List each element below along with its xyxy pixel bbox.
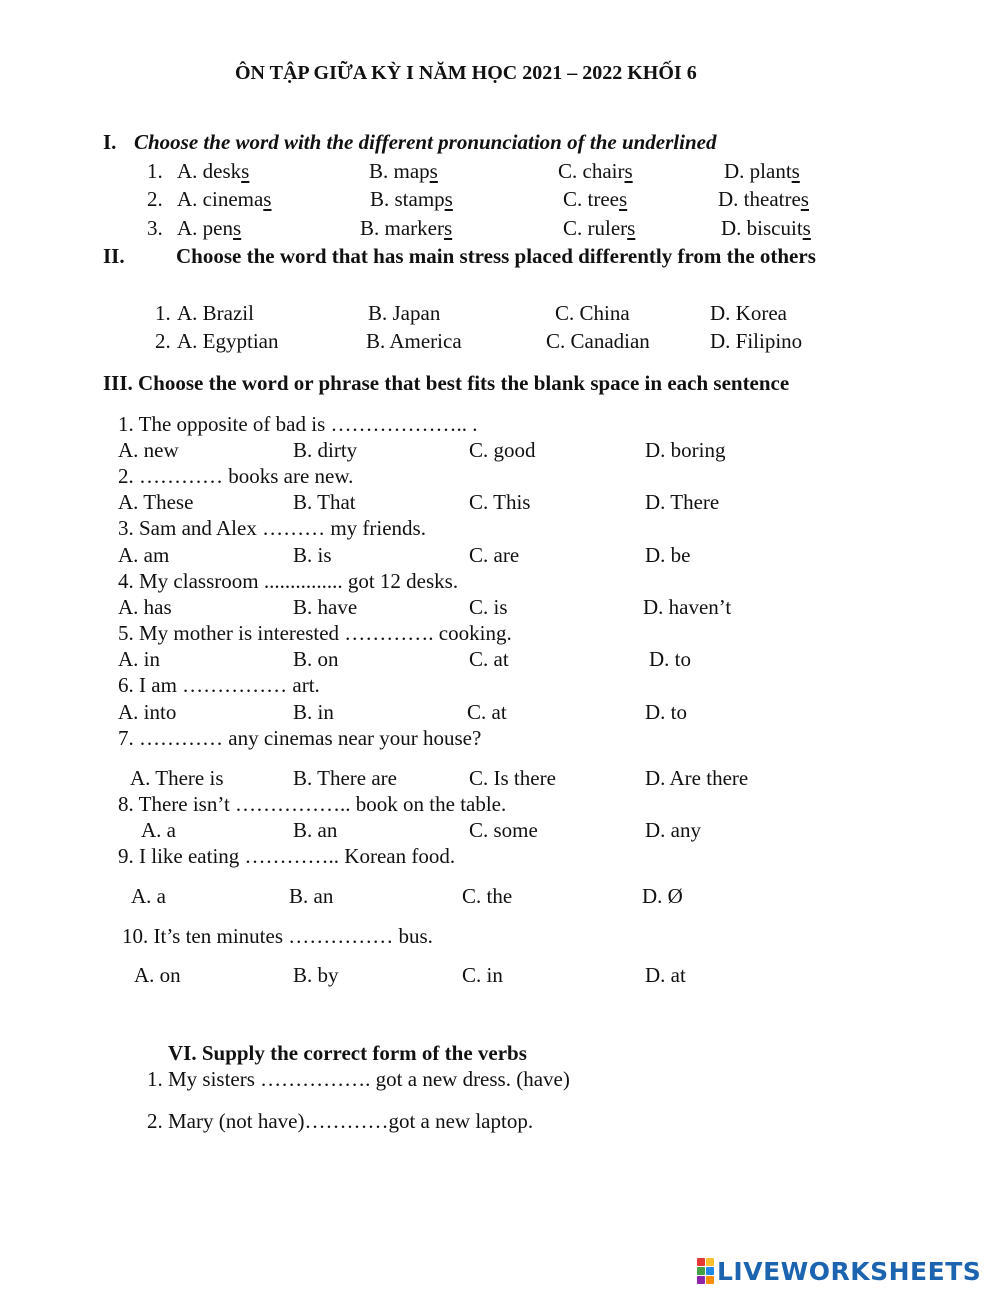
option-b[interactable]: B. by xyxy=(293,963,339,987)
option-d[interactable]: D. Korea xyxy=(710,301,787,325)
option-a[interactable]: A. a xyxy=(141,818,176,842)
option-c[interactable]: C. good xyxy=(469,438,536,462)
option-d[interactable]: D. boring xyxy=(645,438,726,462)
option-d[interactable]: D. be xyxy=(645,543,691,567)
option-b[interactable]: B. have xyxy=(293,595,358,619)
option-b[interactable]: B. maps xyxy=(369,159,438,183)
question-9-stem: 9. I like eating ………….. Korean food. xyxy=(118,844,456,868)
option-b[interactable]: B. an xyxy=(293,818,338,842)
logo-blocks-icon xyxy=(697,1258,714,1284)
option-b[interactable]: B. markers xyxy=(360,216,453,240)
section-1-heading: Choose the word with the different pronunciation of the underlined xyxy=(134,130,717,154)
section-2-number: II. xyxy=(103,244,125,268)
option-c[interactable]: C. This xyxy=(469,490,531,514)
option-a[interactable]: A. cinemas xyxy=(177,187,272,211)
section-3-heading: III. Choose the word or phrase that best fits the blank space in each sentence xyxy=(103,371,790,395)
option-b[interactable]: B. is xyxy=(293,543,332,567)
option-d[interactable]: D. There xyxy=(645,490,720,514)
option-c[interactable]: C. Is there xyxy=(469,766,556,790)
option-a[interactable]: A. into xyxy=(118,700,177,724)
page-title: ÔN TẬP GIỮA KỲ I NĂM HỌC 2021 – 2022 KHỐI 6 xyxy=(235,62,697,84)
option-d[interactable]: D. haven’t xyxy=(643,595,732,619)
option-d[interactable]: D. Filipino xyxy=(710,329,803,353)
logo-text: LIVEWORKSHEETS xyxy=(717,1256,982,1286)
question-3-stem: 3. Sam and Alex ……… my friends. xyxy=(118,516,426,540)
option-c[interactable]: C. Canadian xyxy=(546,329,650,353)
option-a[interactable]: A. There is xyxy=(130,766,224,790)
option-c[interactable]: C. the xyxy=(462,884,513,908)
question-number: 1. xyxy=(155,301,171,325)
section-2-heading: Choose the word that has main stress placed differently from the others xyxy=(176,244,816,268)
option-c[interactable]: C. in xyxy=(462,963,503,987)
option-a[interactable]: A. Brazil xyxy=(177,301,254,325)
option-b[interactable]: B. on xyxy=(293,647,339,671)
option-a[interactable]: A. new xyxy=(118,438,179,462)
verb-question-1[interactable]: 1. My sisters ……………. got a new dress. (have) xyxy=(147,1067,570,1091)
option-c[interactable]: C. at xyxy=(469,647,509,671)
option-a[interactable]: A. in xyxy=(118,647,160,671)
option-b[interactable]: B. in xyxy=(293,700,334,724)
option-c[interactable]: C. trees xyxy=(563,187,628,211)
option-d[interactable]: D. to xyxy=(645,700,687,724)
option-b[interactable]: B. stamps xyxy=(370,187,453,211)
section-1-number: I. xyxy=(103,130,117,154)
option-c[interactable]: C. is xyxy=(469,595,508,619)
question-6-stem: 6. I am …………… art. xyxy=(118,673,320,697)
option-a[interactable]: A. on xyxy=(134,963,181,987)
verb-question-2[interactable]: 2. Mary (not have)…………got a new laptop. xyxy=(147,1109,534,1133)
option-a[interactable]: A. pens xyxy=(177,216,242,240)
option-c[interactable]: C. China xyxy=(555,301,630,325)
option-c[interactable]: C. are xyxy=(469,543,520,567)
question-2-stem: 2. ………… books are new. xyxy=(118,464,354,488)
option-d[interactable]: D. Ø xyxy=(642,884,683,908)
option-d[interactable]: D. any xyxy=(645,818,701,842)
option-a[interactable]: A. a xyxy=(131,884,166,908)
option-b[interactable]: B. an xyxy=(289,884,334,908)
option-b[interactable]: B. That xyxy=(293,490,356,514)
question-7-stem: 7. ………… any cinemas near your house? xyxy=(118,726,482,750)
question-10-stem: 10. It’s ten minutes …………… bus. xyxy=(122,924,433,948)
option-c[interactable]: C. some xyxy=(469,818,538,842)
option-a[interactable]: A. am xyxy=(118,543,170,567)
option-b[interactable]: B. America xyxy=(366,329,462,353)
option-d[interactable]: D. biscuits xyxy=(721,216,811,240)
option-a[interactable]: A. desks xyxy=(177,159,250,183)
question-5-stem: 5. My mother is interested …………. cooking. xyxy=(118,621,512,645)
option-d[interactable]: D. Are there xyxy=(645,766,749,790)
option-c[interactable]: C. at xyxy=(467,700,507,724)
question-number: 2. xyxy=(147,187,163,211)
option-b[interactable]: B. dirty xyxy=(293,438,358,462)
liveworksheets-logo xyxy=(697,1256,981,1286)
question-8-stem: 8. There isn’t …………….. book on the table. xyxy=(118,792,507,816)
option-c[interactable]: C. chairs xyxy=(558,159,633,183)
question-1-stem: 1. The opposite of bad is ……………….. . xyxy=(118,412,478,436)
option-a[interactable]: A. These xyxy=(118,490,194,514)
option-a[interactable]: A. Egyptian xyxy=(177,329,279,353)
option-d[interactable]: D. to xyxy=(649,647,691,671)
option-d[interactable]: D. at xyxy=(645,963,686,987)
option-a[interactable]: A. has xyxy=(118,595,172,619)
option-d[interactable]: D. theatres xyxy=(718,187,809,211)
section-6-heading: VI. Supply the correct form of the verbs xyxy=(168,1041,527,1065)
question-number: 2. xyxy=(155,329,171,353)
question-number: 1. xyxy=(147,159,163,183)
question-number: 3. xyxy=(147,216,163,240)
option-c[interactable]: C. rulers xyxy=(563,216,636,240)
option-d[interactable]: D. plants xyxy=(724,159,800,183)
option-b[interactable]: B. Japan xyxy=(368,301,441,325)
option-b[interactable]: B. There are xyxy=(293,766,397,790)
question-4-stem: 4. My classroom ............... got 12 desks. xyxy=(118,569,459,593)
